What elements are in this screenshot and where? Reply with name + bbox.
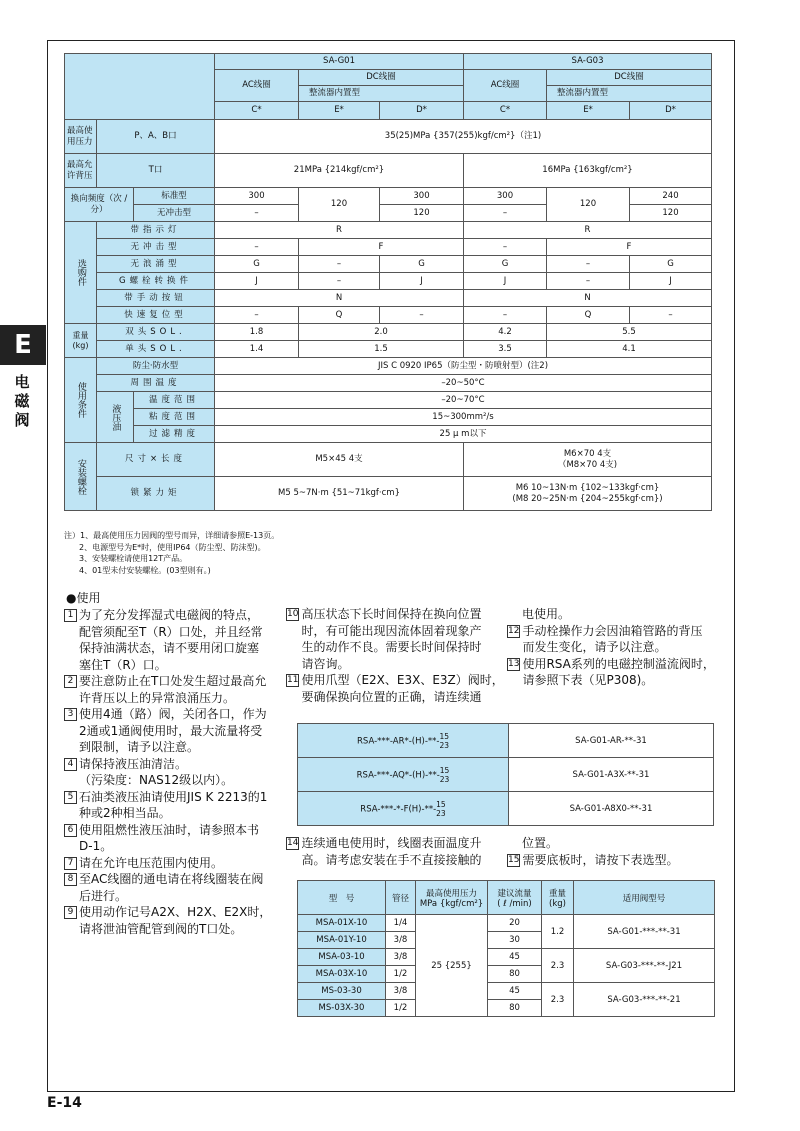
hydraulic-oil-label: 液压油	[97, 392, 134, 443]
row-back-pressure-label: 最高允许背压	[65, 154, 97, 188]
item-number: 10	[287, 609, 299, 619]
row-frequency-label: 换向频度（次 / 分）	[65, 188, 134, 222]
bolt-size-g03	[464, 443, 712, 477]
bolt-torque-g03	[464, 477, 712, 511]
usage-dustproof-value: JIS C 0920 IP65（防尘型・防喷射型）(注2)	[215, 358, 712, 375]
option-value: –	[464, 307, 547, 324]
bolt-torque-g01: M5 5~7N·m {51~71kgf·cm}	[215, 477, 464, 511]
option-value: N	[215, 290, 464, 307]
freq-cell: 120	[380, 205, 464, 222]
header-d: D*	[630, 102, 712, 120]
row-back-pressure-g03: 16MPa {163kgf/cm²}	[464, 154, 712, 188]
usage-right-column	[507, 606, 727, 689]
weight-value: 5.5	[547, 324, 712, 341]
usage-item: 为了充分发挥湿式电磁阀的特点， 配管须配至T（R）口处，并且经常 保持油满状态，请不要用闭口旋塞 塞住T（R）口。	[79, 608, 263, 672]
item-number: 1	[64, 609, 77, 622]
item-number: 3	[64, 708, 77, 721]
subplate-flow: 20	[488, 915, 542, 932]
usage-item: 使用RSA系列的电磁控制溢流阀时， 请参照下表（见P308)。	[522, 656, 715, 687]
item-number: 4	[64, 758, 77, 771]
option-value: R	[464, 222, 712, 239]
rsa-valve: SA-G01-A8X0-**-31	[509, 792, 714, 826]
option-name: G螺栓转换件	[97, 273, 215, 290]
header-c: C*	[215, 102, 299, 120]
item-number: 9	[64, 906, 77, 919]
option-value: R	[215, 222, 464, 239]
subplate-weight: 1.2	[542, 915, 574, 949]
option-value: G	[380, 256, 464, 273]
header-e: E*	[299, 102, 380, 120]
weight-value: 1.4	[215, 341, 299, 358]
option-value: Q	[299, 307, 380, 324]
usage-ambient-temp: 周围温度	[97, 375, 215, 392]
oil-viscosity-range-value: 15~300mm²/s	[215, 409, 712, 426]
usage-dustproof: 防尘·防水型	[97, 358, 215, 375]
item-number: 8	[64, 873, 77, 886]
weight-label: 重量(kg)	[65, 324, 97, 358]
option-value: –	[380, 307, 464, 324]
subplate-model: MSA-01X-10	[298, 915, 386, 932]
header-sa-g01: SA-G01	[215, 54, 464, 70]
weight-value: 1.8	[215, 324, 299, 341]
row-back-pressure-port: T口	[97, 154, 215, 188]
subplate-model: MSA-03X-10	[298, 966, 386, 983]
header-sa-g03: SA-G03	[464, 54, 712, 70]
row-frequency-shockless: 无冲击型	[134, 205, 215, 222]
usage-item: 需要底板时，请按下表选型。	[522, 852, 679, 867]
header-flow: 建议流量 ( ℓ /min)	[488, 881, 542, 915]
subplate-model: MSA-01Y-10	[298, 932, 386, 949]
rsa-table	[297, 723, 714, 826]
row-back-pressure-g01: 21MPa {214kgf/cm²}	[215, 154, 464, 188]
usage-item: 高压状态下长时间保持在换向位置 时，有可能出现因流体固着现象产 生的动作不良。需要长时间保持时 请咨询。	[301, 607, 482, 671]
header-d: D*	[380, 102, 464, 120]
rsa-size-stack: 15 23	[439, 765, 450, 784]
option-value: N	[464, 290, 712, 307]
option-value: –	[299, 273, 380, 290]
option-name: 带指示灯	[97, 222, 215, 239]
oil-temp-range: 温度范围	[134, 392, 215, 409]
header-valve: 适用阀型号	[574, 881, 715, 915]
bolt-size-g03-line2: （M8×70 4支)	[557, 459, 618, 470]
usage-item: 石油类液压油请使用JIS K 2213的1 种或2种相当品。	[79, 789, 268, 820]
freq-cell: 300	[215, 188, 299, 205]
usage-item-continued: 位置。	[522, 836, 559, 850]
option-value: –	[547, 273, 630, 290]
subplate-valve: SA-G01-***-**-31	[574, 915, 715, 949]
subplate-flow: 45	[488, 983, 542, 1000]
usage-item: 使用动作记号A2X、H2X、E2X时， 请将泄油管配管到阀的T口处。	[79, 905, 272, 936]
subplate-port: 1/2	[386, 1000, 416, 1017]
header-dc-coil: DC线圈	[547, 70, 712, 86]
subplate-port: 1/2	[386, 966, 416, 983]
weight-value: 4.1	[547, 341, 712, 358]
subplate-flow: 80	[488, 966, 542, 983]
rsa-size-stack: 15 23	[436, 799, 446, 818]
freq-cell: 300	[380, 188, 464, 205]
freq-cell: 120	[547, 188, 630, 222]
usage-item: 使用4通（路）阀，关闭各口，作为 2通或1通阀使用时，最大流量将受 到限制，请予以注意。	[79, 707, 267, 754]
subplate-port: 3/8	[386, 932, 416, 949]
subplate-table	[297, 880, 715, 1017]
subplate-weight: 2.3	[542, 949, 574, 983]
option-value: J	[464, 273, 547, 290]
bolt-size: 尺寸×长度	[97, 443, 215, 477]
option-name: 无浪涌型	[97, 256, 215, 273]
weight-double-sol: 双头SOL.	[97, 324, 215, 341]
option-value: –	[215, 239, 299, 256]
option-value: –	[215, 307, 299, 324]
weight-single-sol: 单头SOL.	[97, 341, 215, 358]
subplate-port: 3/8	[386, 983, 416, 1000]
usage-item: 请在允许电压范围内使用。	[79, 855, 224, 870]
footnote: 注）1、最高使用压力因阀的型号而异，详细请参照E-13页。	[64, 531, 280, 540]
freq-cell: 120	[299, 188, 380, 222]
header-max-pressure: 最高使用压力 MPa {kgf/cm²}	[416, 881, 488, 915]
freq-cell: –	[215, 205, 299, 222]
option-value: G	[464, 256, 547, 273]
header-model: 型 号	[298, 881, 386, 915]
bolt-size-g03-line1: M6×70 4支	[563, 448, 612, 459]
oil-filtration: 过滤精度	[134, 426, 215, 443]
subplate-port: 3/8	[386, 949, 416, 966]
section-label: 电磁阀	[14, 373, 30, 429]
item-number: 7	[64, 857, 77, 870]
header-dc-coil: DC线圈	[299, 70, 464, 86]
rsa-model: RSA-***-AR*-(H)-**-15 23	[298, 724, 509, 758]
header-c: C*	[464, 102, 547, 120]
option-name: 无冲击型	[97, 239, 215, 256]
freq-cell: 240	[630, 188, 712, 205]
subplate-model: MS-03-30	[298, 983, 386, 1000]
spec-corner	[65, 54, 215, 120]
option-value: J	[630, 273, 712, 290]
row-max-pressure-port: P、A、B口	[97, 120, 215, 154]
oil-viscosity-range: 粘度范围	[134, 409, 215, 426]
bolt-torque-g03-line1: M6 10~13N·m {102~133kgf·cm}	[515, 482, 660, 493]
page-number: E-14	[47, 1095, 82, 1111]
header-ac-coil: AC线圈	[464, 70, 547, 102]
option-value: G	[630, 256, 712, 273]
option-value: F	[547, 239, 712, 256]
header-ac-coil: AC线圈	[215, 70, 299, 102]
subplate-model: MSA-03-10	[298, 949, 386, 966]
bolt-torque: 锁紧力矩	[97, 477, 215, 511]
row-max-pressure-label: 最高使用压力	[65, 120, 97, 154]
usage-item: 使用爪型（E2X、E3X、E3Z）阀时， 要确保换向位置的正确，请连续通	[301, 673, 504, 704]
options-label: 选购件	[65, 222, 97, 324]
oil-temp-range-value: –20~70°C	[215, 392, 712, 409]
subplate-port: 1/4	[386, 915, 416, 932]
footnote: 3、安装螺栓请使用12T产品。	[79, 554, 188, 563]
usage-item: 请保持液压油清洁。 （污染度：NAS12级以内）。	[79, 756, 234, 787]
usage-conditions-label: 使用条件	[65, 358, 97, 443]
bolt-size-g01: M5×45 4支	[215, 443, 464, 477]
option-value: J	[380, 273, 464, 290]
freq-cell: –	[464, 205, 547, 222]
rsa-size-stack: 15 23	[439, 731, 450, 750]
subplate-flow: 30	[488, 932, 542, 949]
rsa-valve: SA-G01-A3X-**-31	[509, 758, 714, 792]
weight-value: 2.0	[299, 324, 464, 341]
item-number: 15	[508, 854, 520, 865]
usage-ambient-temp-value: –20~50°C	[215, 375, 712, 392]
option-value: G	[215, 256, 299, 273]
option-name: 快速复位型	[97, 307, 215, 324]
weight-value: 3.5	[464, 341, 547, 358]
usage-title: ●使用	[66, 591, 101, 605]
item-number: 2	[64, 675, 77, 688]
item-number: 6	[64, 824, 77, 837]
footnote: 4、01型未付安装螺栓。(03型则有。)	[79, 565, 211, 575]
subplate-model: MS-03X-30	[298, 1000, 386, 1017]
usage-item: 至AC线圈的通电请在将线圈装在阀 后进行。	[79, 872, 264, 903]
header-port: 管径	[386, 881, 416, 915]
usage-left-column	[64, 607, 289, 937]
usage-mid-column	[286, 606, 511, 705]
header-rectifier: 整流器内置型	[299, 86, 464, 102]
item-number: 12	[508, 625, 520, 636]
header-e: E*	[547, 102, 630, 120]
mounting-bolt-label: 安装螺栓	[65, 443, 97, 511]
weight-value: 1.5	[299, 341, 464, 358]
rsa-model: RSA-***-*-F(H)-**-15 23	[298, 792, 509, 826]
usage-item: 使用阻燃性液压油时，请参照本书 D-1。	[79, 822, 260, 853]
item-number: 5	[64, 791, 77, 804]
option-value: –	[464, 239, 547, 256]
usage-item: 连续通电使用时，线圈表面温度升 高。请考虑安装在手不直接接触的	[301, 836, 482, 867]
oil-filtration-value: 25 μ m以下	[215, 426, 712, 443]
freq-cell: 120	[630, 205, 712, 222]
usage-item-14	[286, 835, 511, 868]
option-name: 带手动按钮	[97, 290, 215, 307]
option-value: –	[299, 256, 380, 273]
freq-cell: 300	[464, 188, 547, 205]
spec-table	[64, 53, 712, 511]
item-number: 13	[508, 658, 520, 669]
weight-value: 4.2	[464, 324, 547, 341]
subplate-flow: 45	[488, 949, 542, 966]
header-rectifier: 整流器内置型	[547, 86, 712, 102]
option-value: F	[299, 239, 464, 256]
option-value: –	[547, 256, 630, 273]
usage-item: 手动栓操作力会因油箱管路的背压 而发生变化，请予以注意。	[522, 623, 703, 654]
option-value: Q	[547, 307, 630, 324]
usage-item-15	[507, 835, 717, 868]
footnote: 2、电源型号为E*时，使用IP64（防尘型、防沫型)。	[79, 542, 266, 552]
item-number: 11	[287, 675, 299, 685]
option-value: J	[215, 273, 299, 290]
subplate-valve: SA-G03-***-**-21	[574, 983, 715, 1017]
subplate-valve: SA-G03-***-**-J21	[574, 949, 715, 983]
row-frequency-standard: 标准型	[134, 188, 215, 205]
row-max-pressure-value: 35(25)MPa {357(255)kgf/cm²}（注1)	[215, 120, 712, 154]
section-letter-tab[interactable]: E	[0, 325, 46, 365]
subplate-flow: 80	[488, 1000, 542, 1017]
footnotes	[64, 530, 279, 576]
rsa-model: RSA-***-AQ*-(H)-**-15 23	[298, 758, 509, 792]
usage-item: 要注意防止在T口处发生超过最高允 许背压以上的异常浪涌压力。	[79, 674, 267, 705]
subplate-weight: 2.3	[542, 983, 574, 1017]
rsa-valve: SA-G01-AR-**-31	[509, 724, 714, 758]
option-value: –	[630, 307, 712, 324]
subplate-pressure: 25 {255}	[416, 915, 488, 1017]
bolt-torque-g03-line2: (M8 20~25N·m {204~255kgf·cm})	[512, 493, 663, 504]
item-number: 14	[287, 838, 299, 848]
header-weight: 重量 (kg)	[542, 881, 574, 915]
usage-item-continued: 电使用。	[522, 607, 571, 621]
